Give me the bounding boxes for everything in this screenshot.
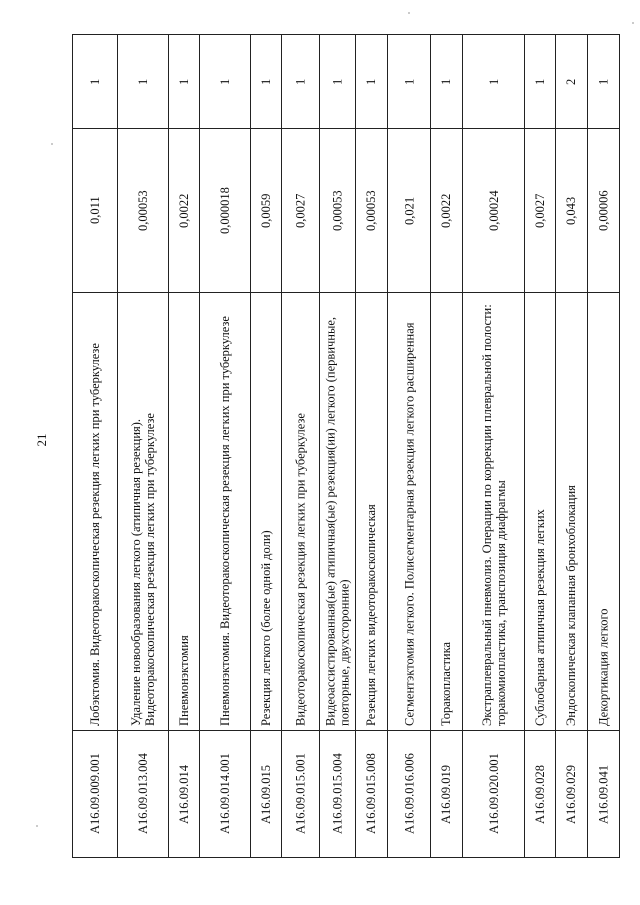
frequency-cell-text: 0,0059 <box>259 193 274 228</box>
multiplicity-cell <box>462 35 525 129</box>
multiplicity-cell <box>431 35 462 129</box>
service-name-cell-text: Торакопластика <box>439 641 454 726</box>
service-code-cell <box>200 731 251 858</box>
frequency-cell-text: 0,00053 <box>330 190 345 231</box>
multiplicity-cell-text: 1 <box>135 78 150 85</box>
multiplicity-cell <box>282 35 320 129</box>
frequency-cell <box>387 129 431 293</box>
frequency-cell-text: 0,000018 <box>218 187 233 234</box>
service-code-cell <box>168 731 199 858</box>
service-code-cell-text: A16.09.015.004 <box>330 753 345 835</box>
service-name-cell-text: Пневмонэктомия. Видеоторакоскопическая резекция легких при туберкулезе <box>218 316 233 726</box>
service-code-cell-text: A16.09.014 <box>176 764 191 824</box>
multiplicity-cell <box>387 35 431 129</box>
service-code-cell <box>282 731 320 858</box>
service-code-cell-text: A16.09.041 <box>596 764 611 824</box>
frequency-cell <box>168 129 199 293</box>
multiplicity-cell-text: 1 <box>401 78 416 85</box>
multiplicity-cell <box>251 35 282 129</box>
frequency-cell-text: 0,0022 <box>439 193 454 228</box>
service-code-cell <box>462 731 525 858</box>
frequency-cell <box>282 129 320 293</box>
service-name-cell <box>525 293 556 731</box>
service-name-cell <box>117 293 168 731</box>
multiplicity-cell <box>587 35 619 129</box>
table-row <box>73 35 620 129</box>
frequency-cell <box>556 129 587 293</box>
multiplicity-cell <box>200 35 251 129</box>
service-name-cell-text: Экстраплевральный пневмолиз. Операции по коррекции плевральной полости: торакомиопластика, транспозиция диафрагмы <box>479 304 508 726</box>
table-row <box>73 129 620 293</box>
service-code-cell-text: A16.09.009.001 <box>87 753 102 835</box>
service-name-cell-text: Резекция легких видеоторакоскопическая <box>364 504 379 726</box>
service-code-cell-text: A16.09.015 <box>259 764 274 824</box>
service-name-cell-text: Сублобарная атипичная резекция легких <box>533 509 548 726</box>
service-name-cell-text: Видеоассистированная(ые) атипичная(ые) резекция(ии) легкого (первичные, повторные, двухсторонние) <box>323 316 352 726</box>
service-name-cell <box>200 293 251 731</box>
service-name-cell <box>462 293 525 731</box>
frequency-cell-text: 0,0022 <box>176 193 191 228</box>
service-name-cell <box>319 293 355 731</box>
frequency-cell <box>587 129 619 293</box>
service-code-cell <box>251 731 282 858</box>
frequency-cell-text: 0,00053 <box>364 190 379 231</box>
frequency-cell <box>525 129 556 293</box>
multiplicity-cell-text: 1 <box>259 78 274 85</box>
frequency-cell-text: 0,011 <box>87 196 102 225</box>
frequency-cell <box>462 129 525 293</box>
multiplicity-cell <box>556 35 587 129</box>
multiplicity-cell <box>356 35 387 129</box>
scan-speck <box>632 22 634 24</box>
service-name-cell-text: Видеоторакоскопическая резекция легких при туберкулезе <box>293 413 308 726</box>
frequency-cell-text: 0,0027 <box>293 193 308 228</box>
service-code-cell <box>387 731 431 858</box>
service-name-cell <box>431 293 462 731</box>
service-name-cell <box>73 293 118 731</box>
frequency-cell <box>251 129 282 293</box>
multiplicity-cell-text: 2 <box>564 78 579 85</box>
frequency-cell-text: 0,00053 <box>135 190 150 231</box>
service-name-cell <box>587 293 619 731</box>
multiplicity-cell <box>117 35 168 129</box>
service-name-cell <box>387 293 431 731</box>
service-code-cell-text: A16.09.013.004 <box>135 753 150 835</box>
frequency-cell <box>200 129 251 293</box>
service-code-cell <box>356 731 387 858</box>
service-name-cell <box>168 293 199 731</box>
multiplicity-cell <box>319 35 355 129</box>
multiplicity-cell-text: 1 <box>176 78 191 85</box>
multiplicity-cell <box>168 35 199 129</box>
frequency-cell <box>319 129 355 293</box>
frequency-cell-text: 0,0027 <box>533 193 548 228</box>
multiplicity-cell <box>525 35 556 129</box>
multiplicity-cell-text: 1 <box>364 78 379 85</box>
service-code-cell <box>587 731 619 858</box>
multiplicity-cell-text: 1 <box>218 78 233 85</box>
multiplicity-cell-text: 1 <box>293 78 308 85</box>
page-number: 21 <box>34 433 49 447</box>
frequency-cell-text: 0,00006 <box>596 190 611 231</box>
frequency-cell <box>73 129 118 293</box>
scan-speck <box>408 12 410 14</box>
multiplicity-cell-text: 1 <box>439 78 454 85</box>
service-code-cell <box>117 731 168 858</box>
service-name-cell-text: Эндоскопическая клапанная бронхоблокация <box>564 485 579 726</box>
service-name-cell-text: Резекция легкого (более одной доли) <box>259 530 274 726</box>
frequency-cell-text: 0,021 <box>401 196 416 225</box>
multiplicity-cell-text: 1 <box>330 78 345 85</box>
multiplicity-cell-text: 1 <box>533 78 548 85</box>
multiplicity-cell-text: 1 <box>87 78 102 85</box>
multiplicity-cell-text: 1 <box>596 78 611 85</box>
multiplicity-cell-text: 1 <box>486 78 501 85</box>
service-name-cell <box>251 293 282 731</box>
frequency-cell <box>431 129 462 293</box>
service-code-cell-text: A16.09.016.006 <box>401 753 416 835</box>
services-table <box>72 34 620 858</box>
service-code-cell <box>525 731 556 858</box>
service-code-cell-text: A16.09.019 <box>439 764 454 824</box>
service-name-cell-text: Удаление новообразования легкого (атипичная резекция). Видеоторакоскопическая резекция легких при туберкулезе <box>128 413 157 726</box>
frequency-cell <box>117 129 168 293</box>
service-code-cell-text: A16.09.015.001 <box>293 753 308 835</box>
frequency-cell <box>356 129 387 293</box>
service-code-cell <box>556 731 587 858</box>
scan-speck <box>36 825 38 827</box>
service-code-cell <box>431 731 462 858</box>
service-name-cell <box>282 293 320 731</box>
multiplicity-cell <box>73 35 118 129</box>
service-name-cell <box>356 293 387 731</box>
service-code-cell-text: A16.09.028 <box>533 764 548 824</box>
frequency-cell-text: 0,043 <box>564 196 579 225</box>
service-code-cell-text: A16.09.020.001 <box>486 753 501 835</box>
service-name-cell-text: Пневмонэктомия <box>176 635 191 726</box>
service-name-cell-text: Лобэктомия. Видеоторакоскопическая резекция легких при туберкулезе <box>87 343 102 726</box>
frequency-cell-text: 0,00024 <box>486 190 501 231</box>
service-code-cell-text: A16.09.029 <box>564 764 579 824</box>
service-name-cell-text: Сегментэктомия легкого. Полисегментарная резекция легкого расширенная <box>401 322 416 726</box>
service-code-cell <box>73 731 118 858</box>
service-name-cell <box>556 293 587 731</box>
service-code-cell <box>319 731 355 858</box>
service-code-cell-text: A16.09.015.008 <box>364 753 379 835</box>
table-row <box>73 293 620 731</box>
service-name-cell-text: Декортикация легкого <box>596 608 611 726</box>
scan-speck <box>51 143 53 145</box>
table-row <box>73 731 620 858</box>
service-code-cell-text: A16.09.014.001 <box>218 753 233 835</box>
